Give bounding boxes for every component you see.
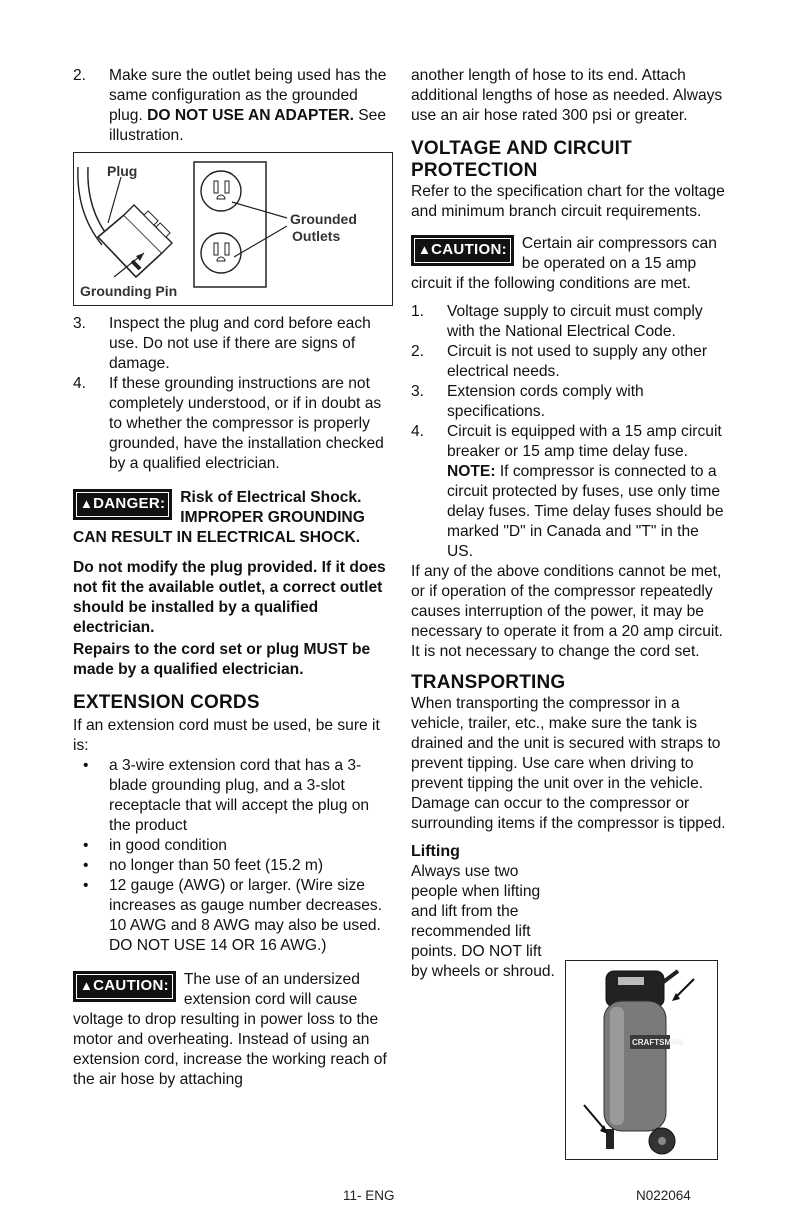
item-number: 1. [411, 303, 425, 320]
list-item [73, 856, 393, 876]
compressor-image [565, 960, 718, 1160]
compressor-drawing [566, 961, 717, 1159]
list-item [411, 302, 726, 342]
extension-cords-heading: EXTENSION CORDS [73, 692, 260, 713]
extension-bullet-list [73, 756, 393, 956]
warning-triangle-icon: ▲ [80, 978, 94, 993]
bullet-text: no longer than 50 feet (15.2 m) [109, 857, 324, 874]
item-number: 4. [411, 423, 425, 440]
step-number: 3. [73, 315, 87, 332]
caution-text: Certain air compressors can be operated on a 15 amp circuit if the following conditions are met. [411, 235, 717, 292]
transporting-text: When transporting the compressor in a vehicle, trailer, etc., make sure the tank is drained and the unit is secured with straps to prevent tipping. Use care when driving to prevent tipping the unit over in the vehicle. Damage can occur to the compressor or surrounding items if the compressor is tipped. [411, 695, 726, 832]
item-text: Voltage supply to circuit must comply with the National Electrical Code. [447, 303, 703, 340]
list-item [411, 382, 726, 422]
caution-signal [411, 235, 514, 266]
step-number: 2. [73, 67, 87, 84]
danger-signal-text: DANGER: [93, 495, 166, 512]
list-item [411, 422, 726, 562]
step-tail-text: See illustration. [109, 107, 387, 144]
item-number: 2. [411, 343, 425, 360]
caution-block-voltage [411, 234, 726, 294]
item-number: 3. [411, 383, 425, 400]
step-text: If these grounding instructions are not completely understood, or if in doubt as to whether the compressor is properly grounded, have the installation checked by a qualified electrician. [109, 375, 384, 472]
warning-triangle-icon: ▲ [418, 242, 432, 257]
item-text: Circuit is not used to supply any other electrical needs. [447, 343, 708, 380]
danger-signal [73, 489, 172, 520]
note-label: NOTE: [447, 463, 496, 480]
bullet-icon: • [83, 857, 89, 874]
danger-paragraph-2: Repairs to the cord set or plug MUST be made by a qualified electrician. [73, 641, 371, 678]
danger-block [73, 488, 393, 680]
step-text: Make sure the outlet being used has the same configuration as the grounded plug. [109, 67, 387, 124]
extension-intro: If an extension cord must be used, be sure it is: [73, 717, 380, 754]
step-4 [73, 374, 393, 474]
step-number: 4. [73, 375, 87, 392]
lifting-heading: Lifting [411, 843, 460, 860]
warning-triangle-icon: ▲ [80, 496, 94, 511]
outlets-label-line2: Outlets [292, 228, 341, 244]
item-text-continued: If compressor is connected to a circuit protected by fuses, use only time delay fuses. Time delay fuses should be marked "D" in Canada and "T" in the US. [447, 463, 724, 560]
list-item [411, 342, 726, 382]
transporting-heading: TRANSPORTING [411, 672, 566, 693]
bullet-icon: • [83, 757, 89, 774]
list-item [73, 876, 393, 956]
document-code: N022064 [636, 1188, 691, 1203]
caution-text: The use of an undersized extension cord will cause voltage to drop resulting in power loss to the motor and overheating. Instead of using an extension cord, increase the working reach of the air hose by attaching [73, 971, 387, 1088]
outlets-label-line1: Grounded [290, 211, 357, 227]
plug-label: Plug [107, 163, 138, 179]
bullet-text: a 3-wire extension cord that has a 3-blade grounding plug, and a 3-slot receptacle that will accept the plug on the product [109, 757, 370, 834]
grounding-pin-label: Grounding Pin [80, 283, 178, 299]
voltage-intro: Refer to the specification chart for the voltage and minimum branch circuit requirements. [411, 183, 725, 220]
voltage-after-text: If any of the above conditions cannot be met, or if operation of the compressor repeatedly causes interruption of the power, it may be necessary to operate it from a 20 amp circuit. It is not necessary to change the cord set. [411, 563, 724, 660]
voltage-heading: VOLTAGE AND CIRCUIT PROTECTION [411, 138, 632, 181]
lifting-text: Always use two people when lifting and lift from the recommended lift points. DO NOT lift by wheels or shroud. [411, 863, 555, 980]
step-2 [73, 66, 393, 146]
page-number: 11- ENG [343, 1188, 395, 1203]
item-text: Extension cords comply with specifications. [447, 383, 644, 420]
brand-text: CRAFTSMAN [632, 1038, 683, 1047]
bullet-icon: • [83, 837, 89, 854]
conditions-list [411, 302, 726, 562]
left-column [73, 66, 393, 1090]
caution-signal-text: CAUTION: [431, 241, 507, 258]
caution-block-extension [73, 970, 393, 1090]
grounded-outlet-figure [73, 152, 393, 306]
bullet-text: 12 gauge (AWG) or larger. (Wire size increases as gauge number decreases. 10 AWG and 8 AWG may also be used. DO NOT USE 14 OR 16 AWG.) [109, 877, 383, 954]
right-column [411, 66, 726, 982]
step-text: Inspect the plug and cord before each use. Do not use if there are signs of damage. [109, 315, 371, 372]
step-bold-text: DO NOT USE AN ADAPTER. [147, 107, 354, 124]
plug-outlet-drawing [74, 153, 394, 303]
list-item [73, 756, 393, 836]
bullet-icon: • [83, 877, 89, 894]
caution-signal-text: CAUTION: [93, 977, 169, 994]
step-3 [73, 314, 393, 374]
caution-signal [73, 971, 176, 1002]
bullet-text: in good condition [109, 837, 227, 854]
item-text: Circuit is equipped with a 15 amp circuit breaker or 15 amp time delay fuse. [447, 423, 722, 460]
list-item [73, 836, 393, 856]
danger-heading: Risk of Electrical Shock. IMPROPER GROUNDING CAN RESULT IN ELECTRICAL SHOCK. [73, 489, 365, 546]
danger-paragraph-1: Do not modify the plug provided. If it does not fit the available outlet, a correct outlet should be installed by a qualified electrician. [73, 559, 386, 636]
continued-text: another length of hose to its end. Attach additional lengths of hose as needed. Always use an air hose rated 300 psi or greater. [411, 67, 723, 124]
